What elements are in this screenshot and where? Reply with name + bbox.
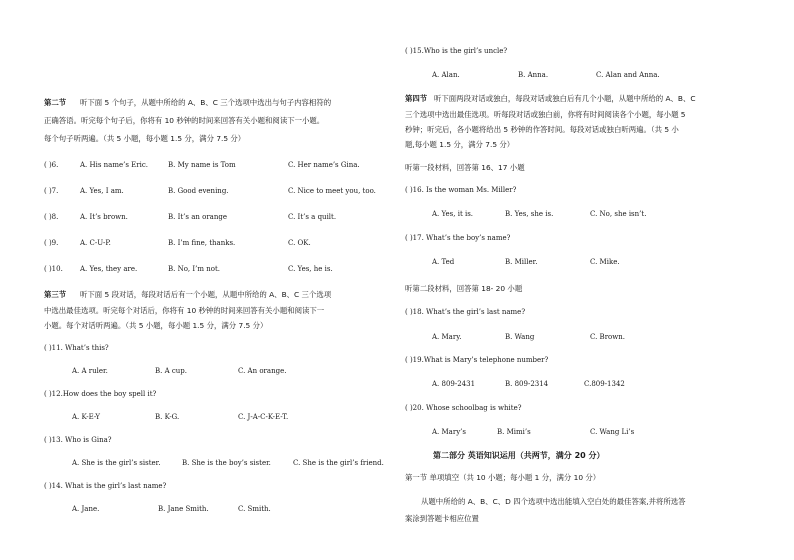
q6-number: ( )6. — [44, 161, 59, 169]
q13-option-c: C. She is the girl’s friend. — [293, 459, 384, 467]
section-3-instructions-line-1: 听下面 5 段对话，每段对话后有一个小题，从题中所给的 A、B、C 三个选项 — [80, 290, 332, 299]
material-1-heading: 听第一段材料，回答第 16、17 小题 — [405, 163, 525, 172]
q15-option-a: A. Alan. — [432, 71, 460, 79]
q13-stem: ( )13. Who is Gina? — [44, 436, 112, 444]
q11-option-c: C. An orange. — [238, 367, 287, 375]
q17-option-c: C. Mike. — [590, 258, 620, 266]
q19-option-b: B. 809-2314 — [505, 380, 549, 388]
q17-stem: ( )17. What’s the boy’s name? — [405, 234, 511, 242]
q14-option-a: A. Jane. — [72, 505, 100, 513]
section-2-instructions-line-2: 正确答语。听完每个句子后，你将有 10 秒钟的时间来回答有关小题和阅读下一小题。 — [44, 116, 325, 125]
material-2-heading: 听第二段材料，回答第 18- 20 小题 — [405, 284, 523, 293]
section-2-instructions-line-3: 每个句子听两遍。（共 5 小题，每小题 1.5 分，满分 7.5 分） — [44, 134, 246, 143]
q16-option-c: C. No, she isn’t. — [590, 210, 647, 218]
q10-option-a: A. Yes, they are. — [80, 265, 138, 273]
q14-stem: ( )14. What is the girl’s last name? — [44, 482, 167, 490]
section-4-title: 第四节 — [405, 94, 428, 103]
q6-option-a: A. His name’s Eric. — [80, 161, 149, 169]
q12-option-c: C. J-A-C-K-E-T. — [238, 413, 289, 421]
q18-option-b: B. Wang — [505, 333, 535, 341]
q10-option-c: C. Yes, he is. — [288, 265, 333, 273]
section-4-instructions-line-3: 秒钟；听完后，各小题将给出 5 秒钟的作答时间。每段对话或独白听两遍。（共 5 小 — [405, 125, 679, 134]
section-3-instructions-line-2: 中选出最佳选项。听完每个对话后，你将有 10 秒钟的时间来回答有关小题和阅读下一 — [44, 306, 325, 315]
q10-option-b: B. No, I’m not. — [168, 265, 220, 273]
q9-number: ( )9. — [44, 239, 59, 247]
section-1-title: 第一节 单项填空（共 10 小题；每小题 1 分，满分 10 分） — [405, 473, 601, 482]
q16-option-a: A. Yes, it is. — [432, 210, 474, 218]
section-1-instructions-line-2: 案涂到答题卡相应位置 — [405, 514, 479, 523]
q20-stem: ( )20. Whose schoolbag is white? — [405, 404, 522, 412]
q11-option-a: A. A ruler. — [72, 367, 108, 375]
section-4-instructions-line-1: 听下面两段对话或独白，每段对话或独白后有几个小题，从题中所给的 A、B、C — [434, 94, 696, 103]
section-4-instructions-line-2: 三个选项中选出最佳选项。听每段对话或独白前，你将有时间阅读各个小题，每小题 5 — [405, 110, 686, 119]
q18-option-a: A. Mary. — [432, 333, 462, 341]
q10-number: ( )10. — [44, 265, 63, 273]
q16-stem: ( )16. Is the woman Ms. Miller? — [405, 186, 517, 194]
q17-option-a: A. Ted — [432, 258, 455, 266]
q9-option-b: B. I’m fine, thanks. — [168, 239, 236, 247]
q11-stem: ( )11. What’s this? — [44, 344, 109, 352]
part-2-title: 第二部分 英语知识运用（共两节，满分 20 分） — [433, 451, 605, 460]
q6-option-c: C. Her name’s Gina. — [288, 161, 360, 169]
q16-option-b: B. Yes, she is. — [505, 210, 554, 218]
q15-stem: ( )15.Who is the girl’s uncle? — [405, 47, 508, 55]
q7-option-a: A. Yes, I am. — [80, 187, 124, 195]
q17-option-b: B. Miller. — [505, 258, 538, 266]
q7-option-b: B. Good evening. — [168, 187, 229, 195]
q18-option-c: C. Brown. — [590, 333, 625, 341]
q14-option-b: B. Jane Smith. — [158, 505, 209, 513]
q19-option-a: A. 809-2431 — [432, 380, 476, 388]
q8-option-b: B. It’s an orange — [168, 213, 227, 221]
section-1-instructions-line-1: 从题中所给的 A、B、C、D 四个选项中选出能填入空白处的最佳答案,并将所选答 — [421, 497, 686, 506]
q15-option-c: C. Alan and Anna. — [596, 71, 660, 79]
section-3-instructions-line-3: 小题。每个对话听两遍。（共 5 小题，每小题 1.5 分，满分 7.5 分） — [44, 321, 268, 330]
q20-option-c: C. Wang Li’s — [590, 428, 635, 436]
q13-option-a: A. She is the girl’s sister. — [72, 459, 161, 467]
q8-option-a: A. It’s brown. — [80, 213, 128, 221]
q9-option-c: C. OK. — [288, 239, 311, 247]
q7-number: ( )7. — [44, 187, 59, 195]
q12-option-a: A. K-E-Y — [72, 413, 101, 421]
section-2-instructions-line-1: 听下面 5 个句子，从题中所给的 A、B、C 三个选项中选出与句子内容相符的 — [80, 98, 332, 107]
section-3-title: 第三节 — [44, 290, 67, 299]
q14-option-c: C. Smith. — [238, 505, 271, 513]
q11-option-b: B. A cup. — [155, 367, 188, 375]
q19-option-c: C.809-1342 — [584, 380, 625, 388]
q9-option-a: A. C-U-P. — [80, 239, 111, 247]
q12-stem: ( )12.How does the boy spell it? — [44, 390, 157, 398]
q8-number: ( )8. — [44, 213, 59, 221]
q18-stem: ( )18. What’s the girl’s last name? — [405, 308, 526, 316]
section-4-instructions-line-4: 题,每小题 1.5 分，满分 7.5 分） — [405, 140, 515, 149]
q7-option-c: C. Nice to meet you, too. — [288, 187, 376, 195]
q20-option-a: A. Mary’s — [432, 428, 466, 436]
q15-option-b: B. Anna. — [518, 71, 549, 79]
q19-stem: ( )19.What is Mary’s telephone number? — [405, 356, 549, 364]
q20-option-b: B. Mimi’s — [497, 428, 531, 436]
q6-option-b: B. My name is Tom — [168, 161, 236, 169]
q12-option-b: B. K-G. — [155, 413, 180, 421]
q13-option-b: B. She is the boy’s sister. — [182, 459, 271, 467]
section-2-title: 第二节 — [44, 98, 67, 107]
q8-option-c: C. It’s a quilt. — [288, 213, 337, 221]
